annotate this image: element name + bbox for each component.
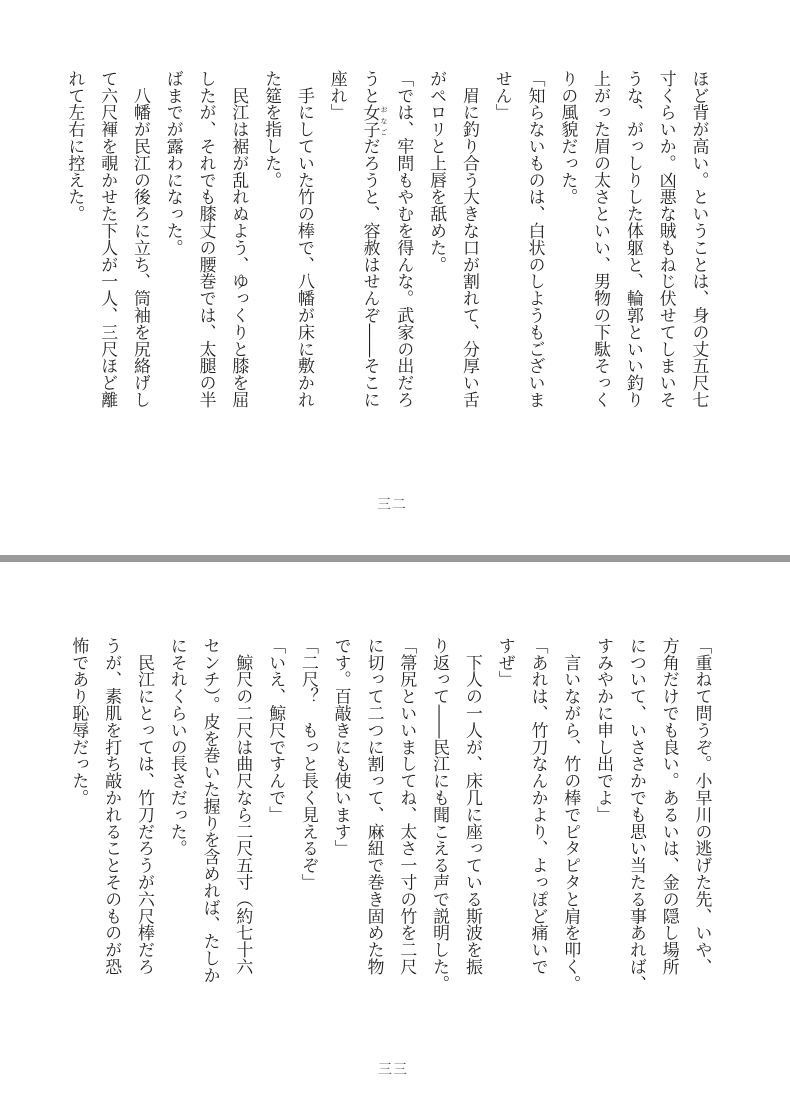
- page-separator: [0, 555, 790, 562]
- page-33: [0, 562, 790, 1100]
- text-line: 民江にとっては、竹刀だろうが六尺棒だろ: [135, 637, 156, 975]
- text-line: 民江は裾が乱れぬよう、ゆっくりと膝を屈: [229, 70, 250, 408]
- ruby-text: おなご: [380, 103, 389, 138]
- text-line: にそれくらいの長さだった。: [168, 637, 189, 857]
- text-line: に切って二つに割って、麻紐で巻き固めた物: [365, 637, 386, 975]
- page-number: 三三: [378, 1062, 408, 1078]
- text-line: 鯨尺の二尺は曲尺なら二尺五寸（約七十六: [233, 637, 254, 975]
- text-line: 座れ」: [328, 70, 349, 121]
- text-line: について、いささかでも思い当たる事あれば、: [627, 637, 648, 992]
- text-line: 「知らないものは、白状のしようもございま: [526, 70, 547, 408]
- text-line: センチ）。皮を巻いた握りを含めれば、たしか: [201, 637, 222, 984]
- text-line: 「あれは、竹刀なんかより、よっぽど痛いで: [529, 637, 550, 975]
- text-line: すみやかに申し出でよ」: [594, 637, 615, 823]
- ruby-annotation: [361, 103, 389, 138]
- text-line: 「二尺？ もっと長く見えるぞ」: [299, 637, 320, 891]
- text-line: 「では、牢問もやむを得んな。武家の出だろ: [394, 70, 415, 408]
- text-line: 手にしていた竹の棒で、八幡が床に敷かれ: [295, 70, 316, 408]
- text-line: したが、それでも膝丈の腰巻では、太腿の半: [197, 70, 218, 408]
- text-line: り返って――民江にも聞こえる声で説明した。: [430, 637, 451, 992]
- text-line: がペロリと上唇を舐めた。: [427, 70, 448, 273]
- text-line: りの風貌だった。: [558, 70, 579, 206]
- text-line: ほど背が高い。ということは、身の丈五尺七: [690, 70, 710, 408]
- text-line: です。百敲きにも使います」: [332, 637, 353, 857]
- text-line: すぜ」: [496, 637, 517, 688]
- text-line: ばまでが露わになった。: [164, 70, 185, 256]
- text-line: 「重ねて問うぞ。小早川の逃げた先、いや、: [693, 637, 713, 975]
- text-line: 「いえ、鯨尺ですんで」: [266, 637, 287, 823]
- text-line: せん」: [493, 70, 514, 121]
- text-line: 方角だけでも良い。あるいは、金の隠し場所: [660, 637, 681, 975]
- text-line: 眉に釣り合う大きな口が割れて、分厚い舌: [460, 70, 481, 408]
- text-line: 「箒尻といいましてね、太さ一寸の竹を二尺: [397, 637, 418, 975]
- page-number: 三二: [377, 497, 407, 513]
- text-line: [354, 70, 388, 415]
- text-line: た筵を指した。: [262, 70, 283, 189]
- text-line: 上がった眉の太さといい、男物の下駄そっく: [591, 70, 612, 408]
- text-line: て六尺褌を覗かせた下人が一人、三尺ほど離: [98, 70, 119, 408]
- ruby-base: 女子: [361, 103, 382, 138]
- text-segment: うと: [361, 70, 382, 104]
- text-line: うが、素肌を打ち敲かれることそのものが恐: [102, 637, 123, 975]
- vertical-text-body: [59, 637, 719, 992]
- text-line: 怖であり恥辱だった。: [69, 637, 90, 806]
- text-line: 寸くらいか。凶悪な賊もねじ伏せてしまいそ: [657, 70, 678, 408]
- text-line: 言いながら、竹の棒でピタピタと肩を叩く。: [561, 637, 582, 992]
- text-segment: だろうと、容赦はせんぞ――そこに: [361, 137, 382, 409]
- text-line: 八幡が民江の後ろに立ち、筒袖を尻絡げし: [131, 70, 152, 408]
- text-line: うな、がっしりした体躯と、輪郭といい釣り: [624, 70, 645, 408]
- vertical-text-body: [56, 70, 716, 415]
- text-line: れて左右に控えた。: [65, 70, 86, 223]
- text-line: 下人の一人が、床几に座っている斯波を振: [463, 637, 484, 975]
